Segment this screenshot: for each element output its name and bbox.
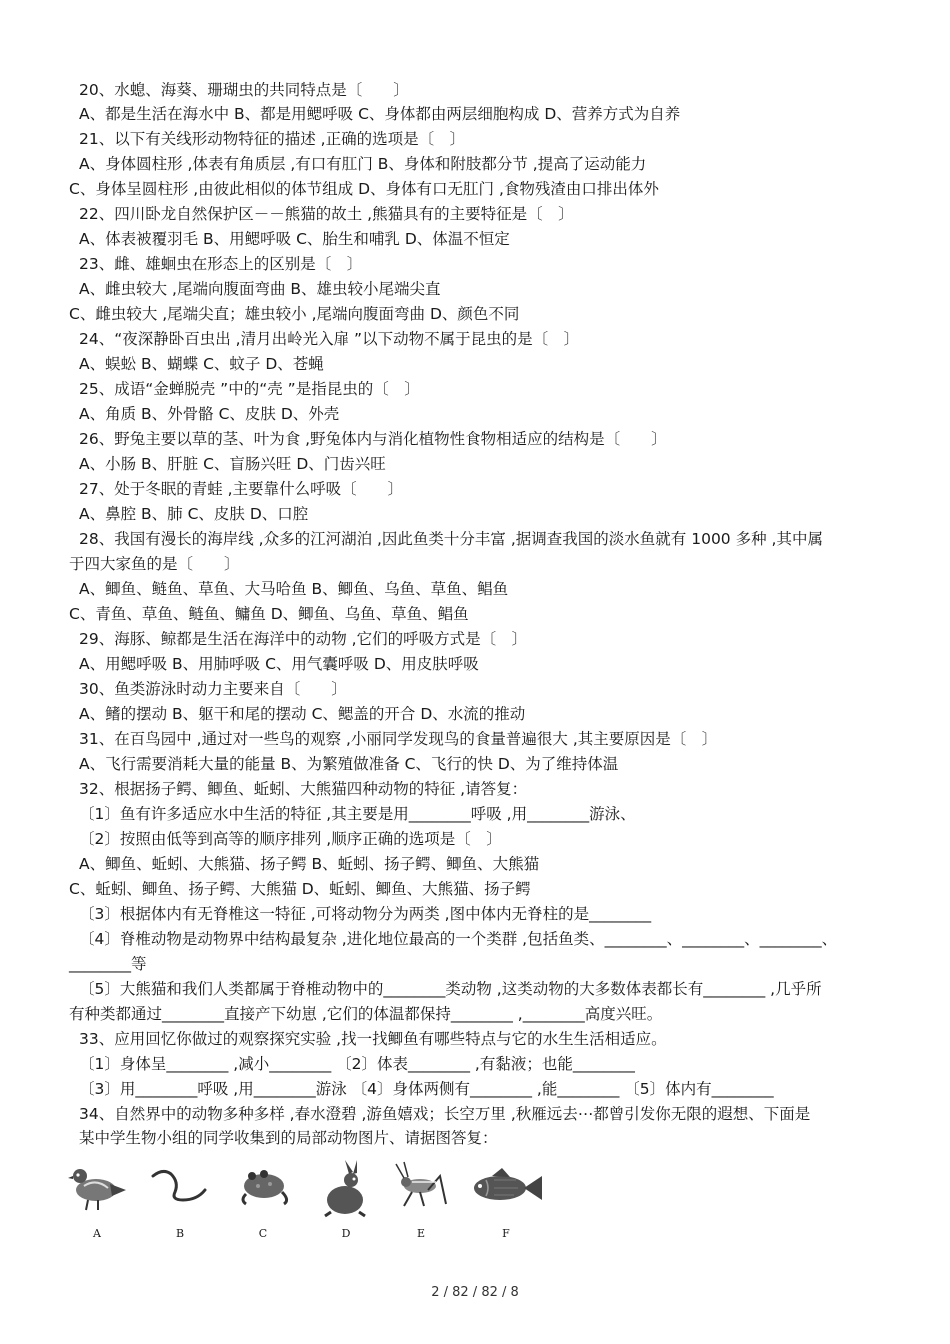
text-line: 28、我国有漫长的海岸线 ,众多的江河湖泊 ,因此鱼类十分丰富 ,据调查我国的淡水鱼就有 1000 多种 ,其中属 — [79, 530, 823, 548]
text-line: 某中学生物小组的同学收集到的局部动物图片、请据图答复： — [79, 1129, 498, 1147]
text-line: A、雌虫较大 ,尾端向腹面弯曲 B、雄虫较小尾端尖直 — [79, 280, 441, 298]
text-line: 20、水螅、海葵、珊瑚虫的共同特点是〔 〕 — [79, 81, 409, 99]
grasshopper-icon — [390, 1160, 452, 1220]
text-line: 22、四川卧龙自然保护区－－熊猫的故土 ,熊猫具有的主要特征是〔 〕 — [79, 205, 574, 223]
text-line: 30、鱼类游泳时动力主要来自〔 〕 — [79, 680, 347, 698]
text-line: 26、野兔主要以草的茎、叶为食 ,野兔体内与消化植物性食物相适应的结构是〔 〕 — [79, 430, 667, 448]
text-line: A、身体圆柱形 ,体表有角质层 ,有口有肛门 B、身体和附肢都分节 ,提高了运动能力 — [79, 155, 647, 173]
text-line: A、鲫鱼、蚯蚓、大熊猫、扬子鳄 B、蚯蚓、扬子鳄、鲫鱼、大熊猫 — [79, 855, 540, 873]
text-line: A、鼻腔 B、肺 C、皮肤 D、口腔 — [79, 505, 309, 523]
figure-f-carp — [466, 1160, 546, 1240]
text-line: 31、在百鸟园中 ,通过对一些鸟的观察 ,小丽同学发现鸟的食量普遍很大 ,其主要原因是〔 〕 — [79, 730, 718, 748]
text-line: 25、成语“金蝉脱壳 ”中的“壳 ”是指昆虫的〔 〕 — [79, 380, 420, 398]
frog-icon — [232, 1160, 294, 1220]
text-line: 〔4〕脊椎动物是动物界中结构最复杂 ,进化地位最高的一个类群 ,包括鱼类、________、________、________、 — [79, 930, 838, 948]
text-line: 23、雌、雄蛔虫在形态上的区别是〔 〕 — [79, 255, 363, 273]
figure-label: F — [502, 1227, 510, 1240]
text-line: A、鳍的摆动 B、躯干和尾的摆动 C、鳃盖的开合 D、水流的推动 — [79, 705, 526, 723]
page-footer: 2 / 82 / 82 / 8 — [431, 1285, 519, 1300]
text-line: 32、根据扬子鳄、鲫鱼、蚯蚓、大熊猫四种动物的特征 ,请答复： — [79, 780, 528, 798]
text-line: 34、自然界中的动物多种多样 ,春水澄碧 ,游鱼嬉戏；长空万里 ,秋雁远去⋯都曾引发你无限的遐想、下面是 — [79, 1105, 811, 1123]
figure-c-frog — [232, 1160, 294, 1240]
text-line: 〔2〕按照由低等到高等的顺序排列 ,顺序正确的选项是〔 〕 — [79, 830, 502, 848]
text-line: A、体表被覆羽毛 B、用鳃呼吸 C、胎生和哺乳 D、体温不恒定 — [79, 230, 510, 248]
text-line: 21、以下有关线形动物特征的描述 ,正确的选项是〔 〕 — [79, 130, 466, 148]
text-line: A、用鳃呼吸 B、用肺呼吸 C、用气囊呼吸 D、用皮肤呼吸 — [79, 655, 479, 673]
text-line: 〔1〕身体呈________ ,减小________ 〔2〕体表________ ,有黏液；也能________ — [79, 1055, 635, 1073]
rabbit-icon — [315, 1160, 377, 1222]
text-line: A、飞行需要消耗大量的能量 B、为繁殖做准备 C、飞行的快 D、为了维持体温 — [79, 755, 619, 773]
text-line: A、都是生活在海水中 B、都是用鳃呼吸 C、身体都由两层细胞构成 D、营养方式为自养 — [79, 105, 681, 123]
earthworm-icon — [149, 1160, 211, 1220]
pigeon-icon — [66, 1160, 128, 1220]
text-line: 29、海豚、鲸都是生活在海洋中的动物 ,它们的呼吸方式是〔 〕 — [79, 630, 528, 648]
figure-label: B — [175, 1227, 185, 1240]
text-line: 〔1〕鱼有许多适应水中生活的特征 ,其主要是用________呼吸 ,用________游泳、 — [79, 805, 636, 823]
figure-e-grasshopper — [390, 1160, 452, 1240]
text-line: C、身体呈圆柱形 ,由彼此相似的体节组成 D、身体有口无肛门 ,食物残渣由口排出体外 — [69, 180, 659, 198]
text-line: ________等 — [69, 955, 147, 973]
text-line: 〔3〕用________呼吸 ,用________游泳 〔4〕身体两侧有________ ,能________ 〔5〕体内有________ — [79, 1080, 774, 1098]
text-line: A、蜈蚣 B、蝴蝶 C、蚊子 D、苍蝇 — [79, 355, 324, 373]
text-line: C、蚯蚓、鲫鱼、扬子鳄、大熊猫 D、蚯蚓、鲫鱼、大熊猫、扬子鳄 — [69, 880, 531, 898]
text-line: C、雌虫较大 ,尾端尖直；雄虫较小 ,尾端向腹面弯曲 D、颜色不同 — [69, 305, 520, 323]
text-line: C、青鱼、草鱼、鲢鱼、鳙鱼 D、鲫鱼、乌鱼、草鱼、鲳鱼 — [69, 605, 469, 623]
figure-d-rabbit — [315, 1160, 377, 1240]
text-line: 于四大家鱼的是〔 〕 — [69, 555, 240, 573]
figure-label: D — [341, 1227, 351, 1240]
animal-figures — [66, 1160, 556, 1244]
text-line: A、鲫鱼、鲢鱼、草鱼、大马哈鱼 B、鲫鱼、乌鱼、草鱼、鲳鱼 — [79, 580, 509, 598]
text-line: 33、应用回忆你做过的观察探究实验 ,找一找鲫鱼有哪些特点与它的水生生活相适应。 — [79, 1030, 667, 1048]
text-line: 〔5〕大熊猫和我们人类都属于脊椎动物中的________类动物 ,这类动物的大多数体表都长有________ ,几乎所 — [79, 980, 822, 998]
text-line: 〔3〕根据体内有无脊椎这一特征 ,可将动物分为两类 ,图中体内无脊柱的是________ — [79, 905, 652, 923]
text-line: A、角质 B、外骨骼 C、皮肤 D、外壳 — [79, 405, 340, 423]
text-line: 24、“夜深静卧百虫出 ,清月出岭光入扉 ”以下动物不属于昆虫的是〔 〕 — [79, 330, 580, 348]
figure-label: E — [416, 1227, 426, 1240]
figure-label: A — [93, 1227, 101, 1240]
text-line: 27、处于冬眠的青蛙 ,主要靠什么呼吸〔 〕 — [79, 480, 404, 498]
figure-b-worm — [149, 1160, 211, 1240]
text-line: 有种类都通过________直接产下幼崽 ,它们的体温都保持________ ,________高度兴旺。 — [69, 1005, 663, 1023]
text-line: A、小肠 B、肝脏 C、盲肠兴旺 D、门齿兴旺 — [79, 455, 386, 473]
figure-a-pigeon — [66, 1160, 128, 1240]
fish-icon — [466, 1160, 546, 1220]
figure-label: C — [258, 1227, 268, 1240]
